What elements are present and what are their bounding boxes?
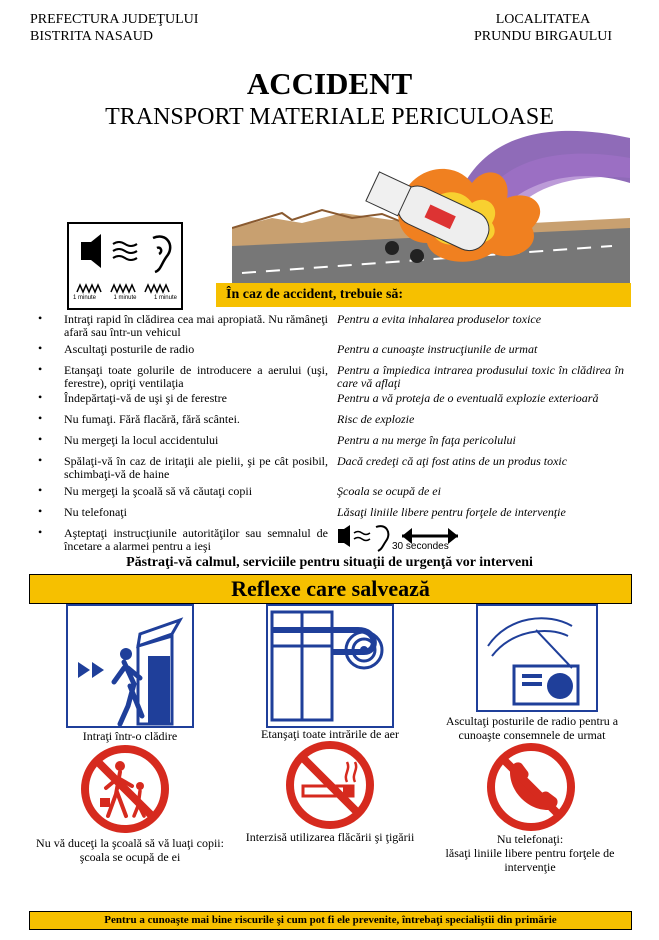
instruction-reason: Pentru a vă proteja de o eventuală explozie exterioară: [337, 391, 599, 405]
locality-line2: PRUNDU BIRGAULUI: [473, 29, 613, 44]
instruction-action: Nu fumaţi. Fără flacără, fără scântei.: [64, 412, 240, 426]
enter-building-icon: [66, 604, 194, 728]
page-subtitle: TRANSPORT MATERIALE PERICULOASE: [105, 104, 554, 130]
tanker-accident-illustration: [232, 128, 630, 283]
instruction-reason: Dacă credeţi că aţi fost atins de un produs toxic: [337, 454, 568, 468]
instructions-header: În caz de accident, trebuie să:: [226, 287, 404, 302]
reflex-caption: Ascultaţi posturile de radio pentru a cunoaşte consemnele de urmat: [445, 714, 619, 742]
instruction-reason: Risc de explozie: [337, 412, 415, 426]
siren-label-2: 1 minute: [113, 295, 137, 301]
siren-label-1: 1 minute: [73, 295, 97, 301]
siren-wave-icon: [75, 282, 175, 296]
prefecture-header: [30, 11, 198, 45]
instruction-reason: Pentru a cunoaşte instrucţiunile de urmat: [337, 342, 538, 356]
all-clear-duration: 30 secondes: [392, 541, 449, 552]
instruction-action: Spălaţi-vă în caz de iritaţii ale pielii, şi pe cât posibil, schimbaţi-vă de haine: [64, 454, 328, 481]
instruction-reason: Şcoala se ocupă de ei: [337, 484, 441, 498]
instruction-reason: Lăsaţi liniile libere pentru forţele de intervenţie: [337, 505, 566, 519]
seal-window-icon: [266, 604, 394, 728]
instruction-action: Îndepărtaţi-vă de uşi şi de ferestre: [64, 391, 227, 405]
reflex-caption: Interzisă utilizarea flăcării şi ţigării: [245, 830, 415, 844]
reflex-banner: [29, 574, 632, 604]
no-phone-icon: [486, 742, 576, 832]
page-title: ACCIDENT: [246, 66, 413, 101]
reflex-caption: Nu vă duceţi la şcoală să vă luaţi copii: şcoala se ocupă de ei: [36, 836, 224, 864]
reflex-caption: Etanşaţi toate intrările de aer: [261, 727, 399, 741]
instruction-action: Nu mergeţi la locul accidentului: [64, 433, 219, 447]
footer-text: Pentru a cunoaşte mai bine riscurile şi cum pot fi ele prevenite, întrebaţi specialiştii din primărie: [104, 914, 557, 926]
instruction-reason: Pentru a evita inhalarea produselor toxice: [337, 312, 542, 326]
calm-message: Păstraţi-vă calmul, serviciile pentru situaţii de urgenţă vor interveni: [126, 555, 533, 570]
prefecture-line1: PREFECTURA JUDEŢULUI: [30, 12, 199, 27]
reflex-title: Reflexe care salvează: [231, 576, 430, 601]
locality-header: [458, 11, 628, 45]
no-smoking-icon: [285, 740, 375, 830]
siren-signal-pictogram: [67, 222, 183, 310]
siren-label-3: 1 minute: [153, 295, 177, 301]
locality-line1: LOCALITATEA: [495, 12, 591, 27]
instruction-action: Ascultaţi posturile de radio: [64, 342, 195, 356]
instruction-reason: Pentru a împiedica intrarea produsului toxic în clădirea în care vă aflaţi: [337, 363, 624, 390]
reflex-caption: Intraţi într-o clădire: [82, 729, 178, 743]
instruction-action: Nu mergeţi la şcoală să vă căutaţi copii: [64, 484, 253, 498]
instruction-action: Intraţi rapid în clădirea cea mai apropiată. Nu rămâneţi afară sau într-un vehicul: [64, 312, 328, 339]
instruction-action: Etanşaţi toate golurile de introducere a aerului (uşi, ferestre), opriţi ventilaţia: [64, 363, 328, 390]
radio-icon: [476, 604, 598, 712]
instructions-header-bar: [216, 283, 631, 307]
footer-bar: [29, 911, 632, 930]
instruction-action: Nu telefonaţi: [64, 505, 127, 519]
instruction-reason: Pentru a nu merge în faţa pericolului: [337, 433, 516, 447]
reflex-caption: Nu telefonaţi: lăsaţi liniile libere pentru forţele de intervenţie: [445, 832, 615, 874]
instruction-action: Aşteptaţi instrucţiunile autorităţilor sau semnalul de încetare a alarmei pentru a ieşi: [64, 526, 328, 553]
no-school-pickup-icon: [80, 744, 170, 834]
prefecture-line2: BISTRITA NASAUD: [30, 29, 153, 44]
siren-sound-icon: [69, 224, 181, 284]
